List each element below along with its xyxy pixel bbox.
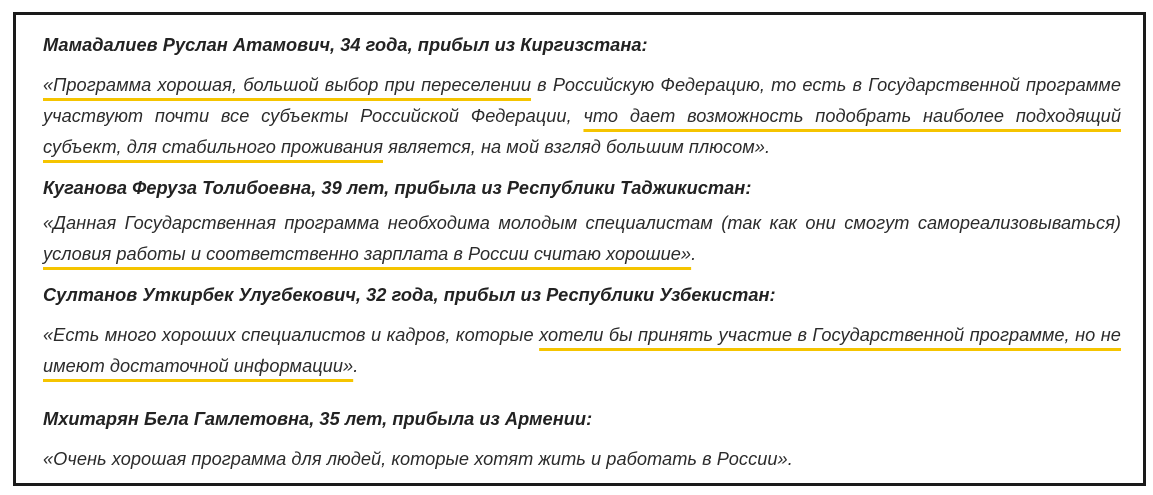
entry-quote: [43, 208, 1121, 270]
quote-text: в Российскую Федерацию, то есть в Государственной программе участвуют почти все субъекты Российской Федерации,: [43, 75, 1121, 126]
entry-name: Мамадалиев Руслан Атамович, 34 года, прибыл из Киргизстана:: [43, 35, 648, 55]
entry-quote: [43, 320, 1121, 382]
quote-text: «Данная Государственная программа необходима молодым специалистам (так как они смогут самореализовываться): [43, 213, 1121, 233]
testimonials-content: [43, 29, 1121, 475]
entry-name: Мхитарян Бела Гамлетовна, 35 лет, прибыла из Армении:: [43, 409, 593, 429]
quote-text: является, на мой взгляд большим плюсом».: [383, 137, 771, 157]
quote-highlight: условия работы и соответственно зарплата в России считаю хорошие»: [43, 244, 692, 264]
quote-text: .: [691, 244, 697, 264]
entry-quote: [43, 444, 1121, 475]
quote-text: «Очень хорошая программа для людей, которые хотят жить и работать в России».: [43, 449, 793, 469]
testimonials-frame: [13, 12, 1146, 486]
quote-highlight: что дает возможность подобрать наиболее подходящий субъект, для стабильного проживания: [43, 106, 1121, 157]
quote-text: «Есть много хороших специалистов и кадров, которые: [43, 325, 540, 345]
entry-name: Султанов Уткирбек Улугбекович, 32 года, прибыл из Республики Узбекистан:: [43, 285, 776, 305]
quote-highlight: хотели бы принять участие в Государственной программе, но не имеют достаточной информации»: [43, 325, 1121, 376]
entry-name: Куганова Феруза Толибоевна, 39 лет, прибыла из Республики Таджикистан:: [43, 178, 752, 198]
quote-text: .: [353, 356, 359, 376]
quote-highlight: «Программа хорошая, большой выбор при переселении: [43, 75, 532, 95]
entry-quote: [43, 70, 1121, 163]
